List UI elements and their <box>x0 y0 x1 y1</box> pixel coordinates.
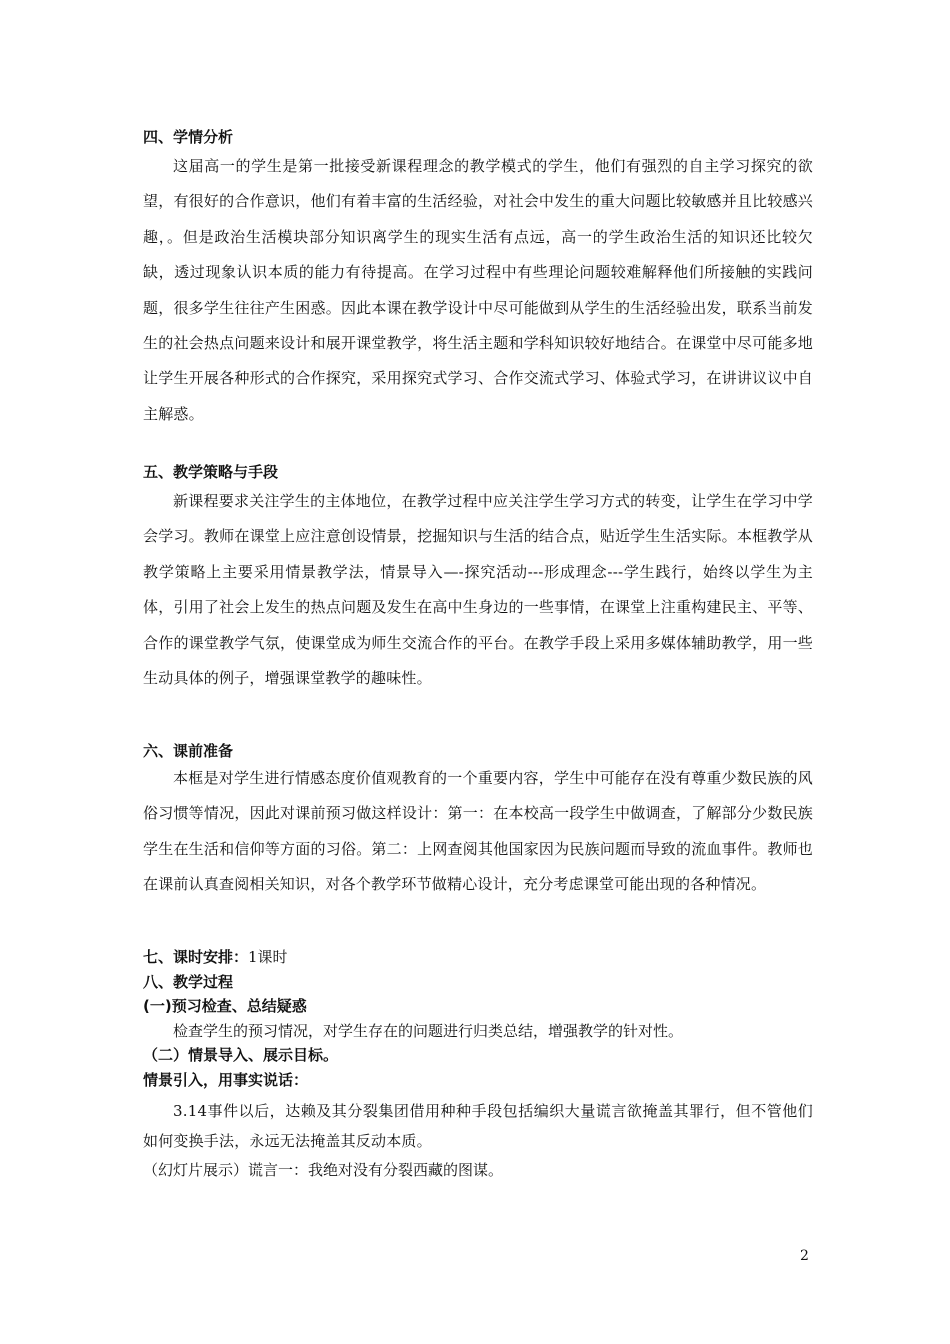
schedule-value: 1课时 <box>248 948 288 966</box>
section-heading: 八、教学过程 <box>143 973 234 991</box>
section-heading: 五、教学策略与手段 <box>143 463 279 481</box>
section-heading: 四、学情分析 <box>143 128 234 146</box>
slide-line: （幻灯片展示）谎言一：我绝对没有分裂西藏的图谋。 <box>143 1161 504 1179</box>
section-preparation <box>143 741 813 903</box>
scene-intro-block <box>143 1070 813 1180</box>
section-schedule <box>143 947 813 967</box>
section-teaching-strategy <box>143 462 813 696</box>
section-heading: 六、课前准备 <box>143 742 234 760</box>
section-paragraph: 新课程要求关注学生的主体地位，在教学过程中应关注学生学习方式的转变，让学生在学习中学会学习。教师在课堂上应注意创设情景，挖掘知识与生活的结合点，贴近学生生活实际。本框教学从教学策略上主要采用情景教学法，情景导入—-探究活动---形成理念---学生践行，始终以学生为主体，引用了社会上发生的热点问题及发生在高中生身边的一些事情，在课堂上注重构建民主、平等、合作的课堂教学气氛，使课堂成为师生交流合作的平台。在教学手段上采用多媒体辅助教学，用一些生动具体的例子，增强课堂教学的趣味性。 <box>143 492 813 688</box>
section-heading: 七、课时安排： <box>143 948 249 966</box>
section-student-analysis <box>143 127 813 432</box>
section-paragraph: 这届高一的学生是第一批接受新课程理念的教学模式的学生，他们有强烈的自主学习探究的欲望，有很好的合作意识，他们有着丰富的生活经验，对社会中发生的重大问题比较敏感并且比较感兴趣，。但是政治生活模块部分知识离学生的现实生活有点远，高一的学生政治生活的知识还比较欠缺，透过现象认识本质的能力有待提高。在学习过程中有些理论问题较难解释他们所接触的实践问题，很多学生往往产生困惑。因此本课在教学设计中尽可能做到从学生的生活经验出发，联系当前发生的社会热点问题来设计和展开课堂教学，将生活主题和学科知识较好地结合。在课堂中尽可能多地让学生开展各种形式的合作探究，采用探究式学习、合作交流式学习、体验式学习，在讲讲议议中自主解惑。 <box>143 157 813 423</box>
section-process <box>143 972 813 992</box>
subsection-preview-check <box>143 996 813 1041</box>
subsection-heading: （二）情景导入、展示目标。 <box>143 1046 339 1064</box>
subsection-paragraph: 检查学生的预习情况，对学生存在的问题进行归类总结，增强教学的针对性。 <box>173 1022 684 1040</box>
subsection-heading: (一)预习检查、总结疑惑 <box>143 997 307 1015</box>
scene-intro-heading: 情景引入，用事实说话： <box>143 1071 309 1089</box>
scene-intro-paragraph: 3.14事件以后，达赖及其分裂集团借用种种手段包括编织大量谎言欲掩盖其罪行，但不管他们如何变换手法，永远无法掩盖其反动本质。 <box>143 1102 813 1150</box>
schedule-line <box>143 947 813 967</box>
page-number: 2 <box>800 1248 809 1264</box>
section-paragraph: 本框是对学生进行情感态度价值观教育的一个重要内容，学生中可能存在没有尊重少数民族的风俗习惯等情况，因此对课前预习做这样设计：第一：在本校高一段学生中做调查，了解部分少数民族学生在生活和信仰等方面的习俗。第二：上网查阅其他国家因为民族问题而导致的流血事件。教师也在课前认真查阅相关知识，对各个教学环节做精心设计，充分考虑课堂可能出现的各种情况。 <box>143 769 813 894</box>
subsection-scene-intro <box>143 1045 813 1065</box>
